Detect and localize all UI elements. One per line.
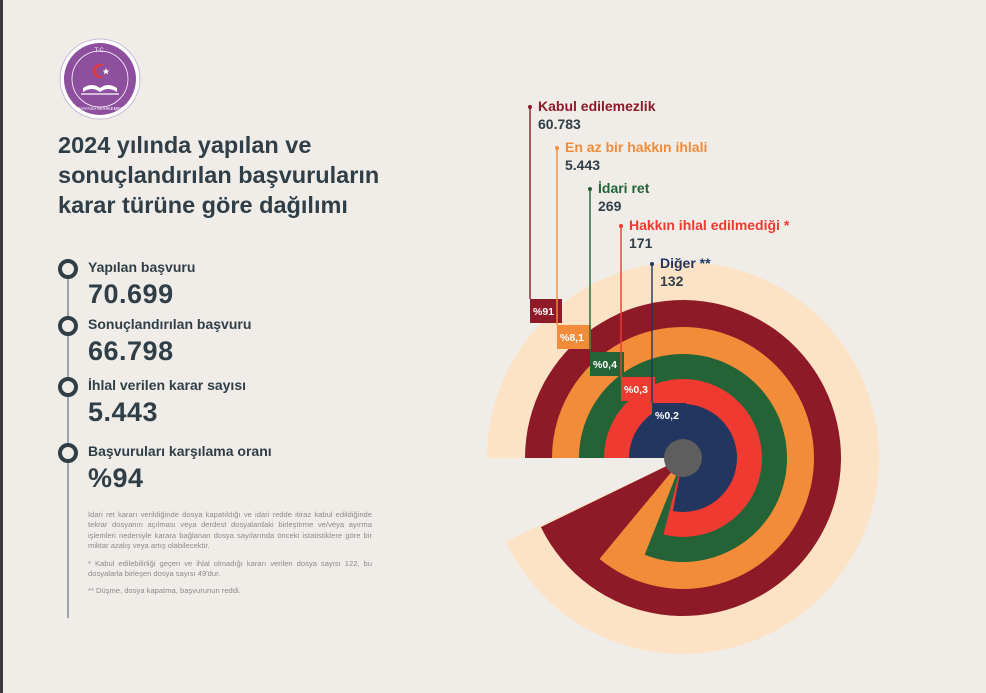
stat-label: İhlal verilen karar sayısı — [88, 377, 246, 393]
series-name-label: Hakkın ihlal edilmediği * — [629, 217, 790, 233]
footnote-text: İdari ret kararı verildiğinde dosya kapatıldığı ve idari redde itiraz kabul edildiğinde tekrar dosyanın açılması veya derdest dosyalardaki birleştirme ve/veya ayırma işlemleri nedeniyle karara bağlanan dosya sayılarında önceki istatistiklere göre bir miktar azalış veya artış olabilecektir. — [88, 510, 372, 551]
series-count-label: 5.443 — [565, 157, 601, 173]
series-count-label: 60.783 — [538, 116, 581, 132]
series-count-label: 269 — [598, 198, 622, 214]
percent-label: %0,4 — [593, 359, 617, 371]
leader-dot — [588, 187, 592, 191]
percent-label: %91 — [533, 306, 555, 318]
svg-text:T.C.: T.C. — [94, 48, 106, 54]
stat-value: 70.699 — [88, 279, 174, 309]
series-name-label: Kabul edilemezlik — [538, 98, 656, 114]
title-line: sonuçlandırılan başvuruların — [58, 162, 380, 188]
stat-label: Başvuruları karşılama oranı — [88, 443, 272, 459]
svg-text:ANAYASA MAHKEMESİ: ANAYASA MAHKEMESİ — [75, 106, 125, 111]
stat-value: 5.443 — [88, 397, 159, 427]
stat-value: %94 — [88, 463, 144, 493]
title-line: 2024 yılında yapılan ve — [58, 132, 312, 158]
series-count-label: 171 — [629, 235, 653, 251]
leader-dot — [555, 146, 559, 150]
stat-value: 66.798 — [88, 336, 174, 366]
footnote-text: ** Düşme, dosya kapatma, başvurunun reddi. — [88, 586, 241, 596]
footnote-text: * Kabul edilebilirliği geçen ve ihlal olmadığı kararı verilen dosya sayısı 122, bu dosyalarla birleşen dosya sayısı 49'dur. — [88, 558, 372, 579]
series-name-label: Diğer ** — [660, 255, 711, 271]
leader-dot — [619, 224, 623, 228]
title-line: karar türüne göre dağılımı — [58, 192, 348, 218]
stat-label: Yapılan başvuru — [88, 259, 196, 275]
percent-label: %0,3 — [624, 384, 648, 396]
chart-center-hub — [664, 439, 702, 477]
percent-label: %0,2 — [655, 410, 679, 422]
series-name-label: En az bir hakkın ihlali — [565, 139, 708, 155]
series-name-label: İdari ret — [598, 180, 650, 196]
leader-dot — [528, 105, 532, 109]
leader-dot — [650, 262, 654, 266]
percent-label: %8,1 — [560, 332, 584, 344]
series-count-label: 132 — [660, 273, 684, 289]
stat-label: Sonuçlandırılan başvuru — [88, 316, 252, 332]
